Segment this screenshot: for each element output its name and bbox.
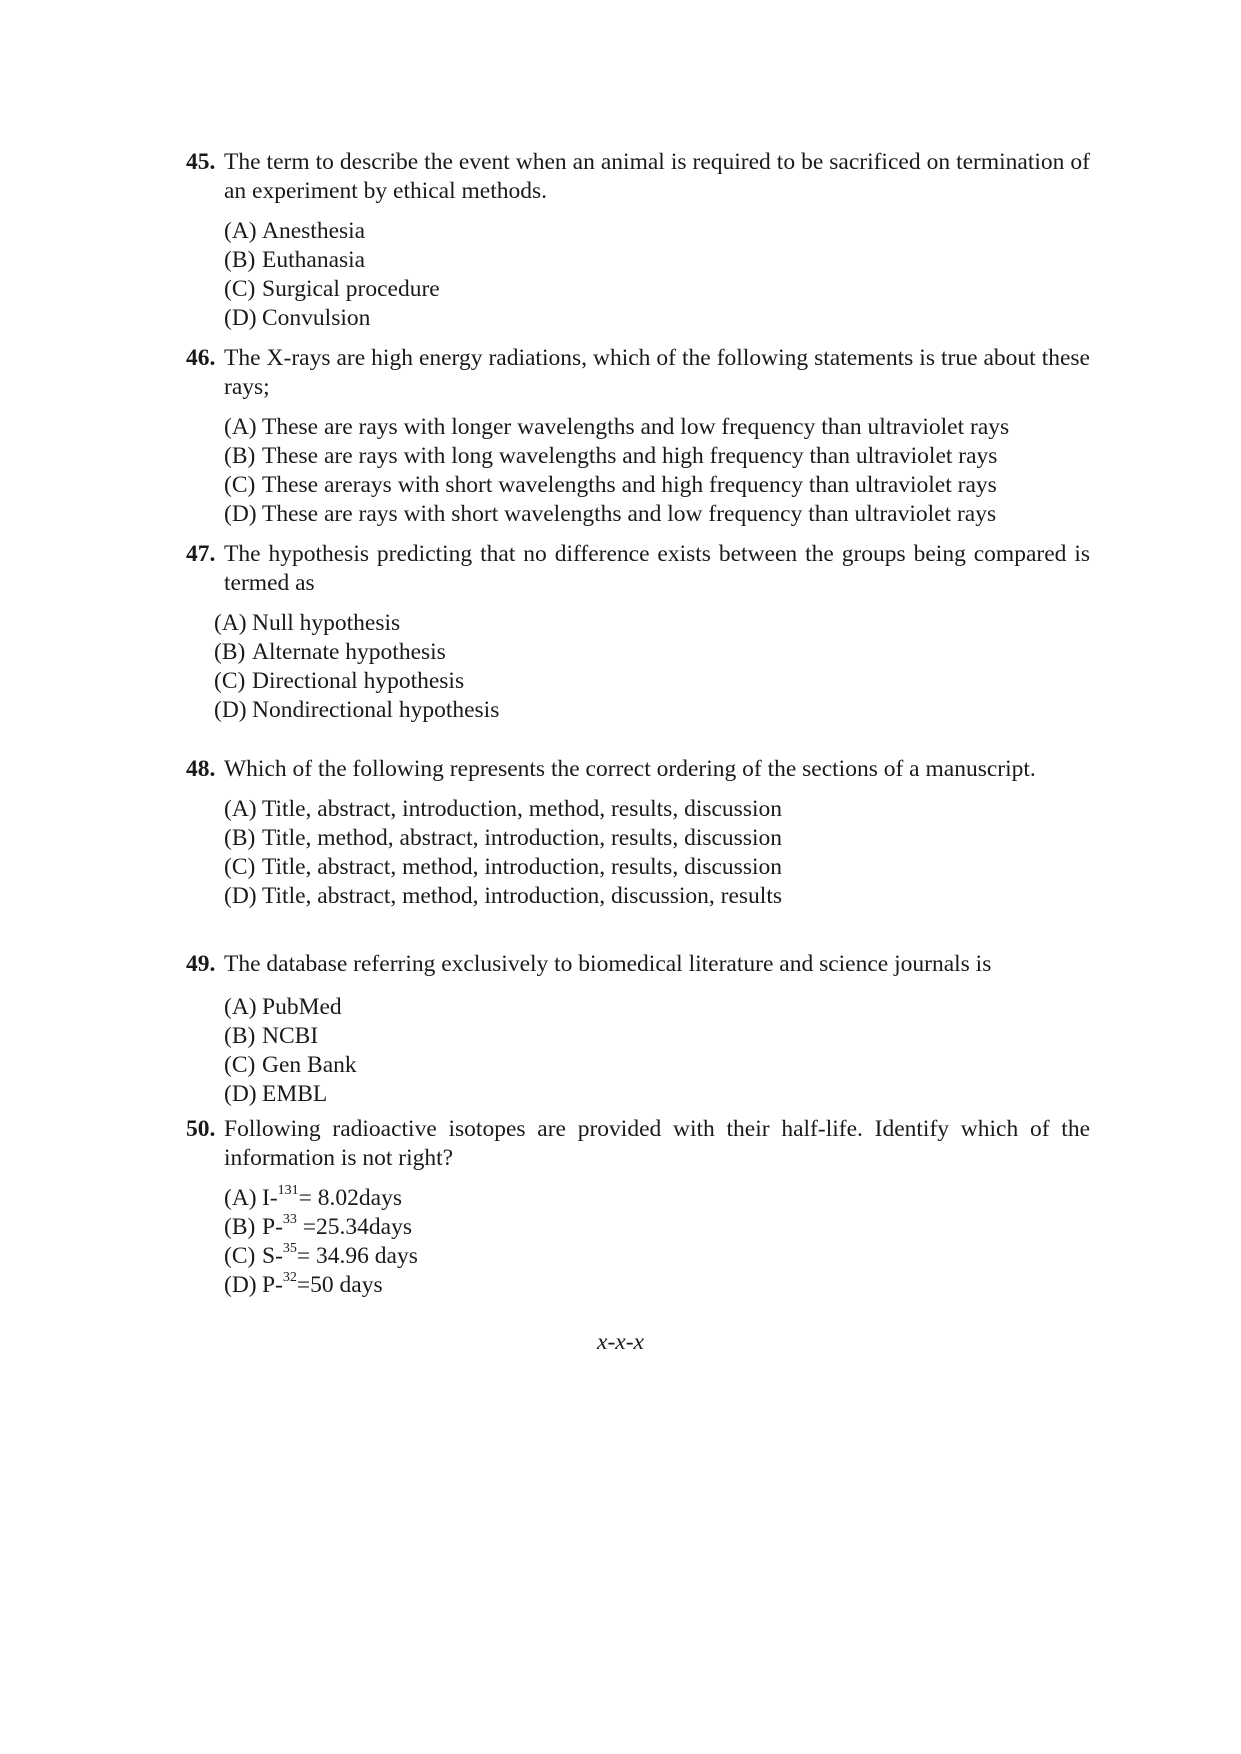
question-text: The term to describe the event when an animal is required to be sacrificed on termination of an experiment by ethical methods.	[224, 149, 1090, 204]
option-d	[214, 696, 1090, 725]
question-text: The hypothesis predicting that no difference exists between the groups being compared is termed as	[224, 541, 1090, 596]
option-text: These are rays with short wavelengths and low frequency than ultraviolet rays	[262, 501, 997, 527]
option-label: (D)	[224, 501, 257, 527]
option-text: P-$^{33}$ =25.34days	[262, 1212, 412, 1240]
option-d	[224, 304, 1090, 333]
option-label: (D)	[214, 697, 247, 723]
option-text: Title, abstract, introduction, method, results, discussion	[262, 796, 783, 822]
question-50	[186, 1115, 1090, 1300]
option-label: (B)	[224, 1214, 256, 1240]
options-list	[224, 1184, 1090, 1300]
option-a	[224, 795, 1090, 824]
question-text: The X-rays are high energy radiations, which of the following statements is true about these rays;	[224, 345, 1090, 400]
question-number: 50.	[186, 1116, 216, 1142]
option-text: P-$^{32}$=50 days	[262, 1270, 383, 1298]
option-text: Title, abstract, method, introduction, results, discussion	[262, 854, 783, 880]
question-47	[186, 540, 1090, 725]
option-c	[214, 667, 1090, 696]
option-a	[224, 993, 1090, 1022]
option-text: Gen Bank	[262, 1052, 357, 1078]
option-text: I-$^{131}$= 8.02days	[262, 1183, 402, 1211]
option-label: (A)	[224, 414, 257, 440]
option-b	[224, 1213, 1090, 1242]
question-number: 48.	[186, 756, 216, 782]
question-number: 49.	[186, 951, 216, 977]
option-text: These are rays with longer wavelengths and low frequency than ultraviolet rays	[262, 414, 1010, 440]
question-46	[186, 344, 1090, 529]
option-text: EMBL	[262, 1081, 328, 1107]
option-a	[224, 1184, 1090, 1213]
question-text: Following radioactive isotopes are provided with their half-life. Identify which of the information is not right?	[224, 1116, 1090, 1171]
option-text: PubMed	[262, 994, 342, 1020]
question-text: Which of the following represents the correct ordering of the sections of a manuscript.	[224, 756, 1036, 782]
option-label: (C)	[224, 472, 256, 498]
option-d	[224, 882, 1090, 911]
options-list	[224, 993, 1090, 1109]
options-list	[224, 795, 1090, 911]
option-a	[224, 217, 1090, 246]
question-45	[186, 148, 1090, 333]
option-label: (B)	[214, 639, 246, 665]
option-label: (B)	[224, 1023, 256, 1049]
option-label: (B)	[224, 825, 256, 851]
option-label: (D)	[224, 1081, 257, 1107]
option-b	[224, 246, 1090, 275]
option-c	[224, 1051, 1090, 1080]
option-text: Title, abstract, method, introduction, discussion, results	[262, 883, 783, 909]
option-label: (C)	[214, 668, 246, 694]
option-c	[224, 275, 1090, 304]
question-48	[186, 755, 1090, 911]
option-label: (D)	[224, 1272, 257, 1298]
option-c	[224, 1242, 1090, 1271]
question-number: 46.	[186, 345, 216, 371]
option-b	[214, 638, 1090, 667]
option-text: Euthanasia	[262, 247, 366, 273]
option-label: (A)	[224, 994, 257, 1020]
option-label: (C)	[224, 1243, 256, 1269]
option-text: Anesthesia	[262, 218, 366, 244]
option-text: NCBI	[262, 1023, 319, 1049]
option-label: (B)	[224, 443, 256, 469]
option-c	[224, 471, 1090, 500]
option-label: (C)	[224, 276, 256, 302]
option-label: (D)	[224, 883, 257, 909]
option-label: (A)	[224, 1185, 257, 1211]
question-text: The database referring exclusively to biomedical literature and science journals is	[224, 951, 992, 977]
option-a	[224, 413, 1090, 442]
option-label: (C)	[224, 854, 256, 880]
option-b	[224, 824, 1090, 853]
option-text: Surgical procedure	[262, 276, 440, 302]
option-text: These arerays with short wavelengths and high frequency than ultraviolet rays	[262, 472, 997, 498]
option-d	[224, 1080, 1090, 1109]
option-label: (A)	[214, 610, 247, 636]
options-list	[224, 413, 1090, 529]
option-b	[224, 442, 1090, 471]
option-label: (A)	[224, 218, 257, 244]
option-text: These are rays with long wavelengths and high frequency than ultraviolet rays	[262, 443, 998, 469]
option-label: (D)	[224, 305, 257, 331]
option-text: Convulsion	[262, 305, 371, 331]
options-list	[214, 609, 1090, 725]
option-label: (C)	[224, 1052, 256, 1078]
option-d	[224, 1271, 1090, 1300]
option-a	[214, 609, 1090, 638]
option-d	[224, 500, 1090, 529]
option-text: Directional hypothesis	[252, 668, 465, 694]
question-49	[186, 950, 1090, 1109]
option-text: Null hypothesis	[252, 610, 401, 636]
option-text: Alternate hypothesis	[252, 639, 446, 665]
option-label: (B)	[224, 247, 256, 273]
option-text: Nondirectional hypothesis	[252, 697, 500, 723]
option-text: S-$^{35}$= 34.96 days	[262, 1241, 418, 1269]
option-c	[224, 853, 1090, 882]
options-list	[224, 217, 1090, 333]
option-text: Title, method, abstract, introduction, results, discussion	[262, 825, 783, 851]
end-marker: x-x-x	[597, 1329, 644, 1355]
question-number: 47.	[186, 541, 216, 567]
option-label: (A)	[224, 796, 257, 822]
option-b	[224, 1022, 1090, 1051]
question-number: 45.	[186, 149, 216, 175]
